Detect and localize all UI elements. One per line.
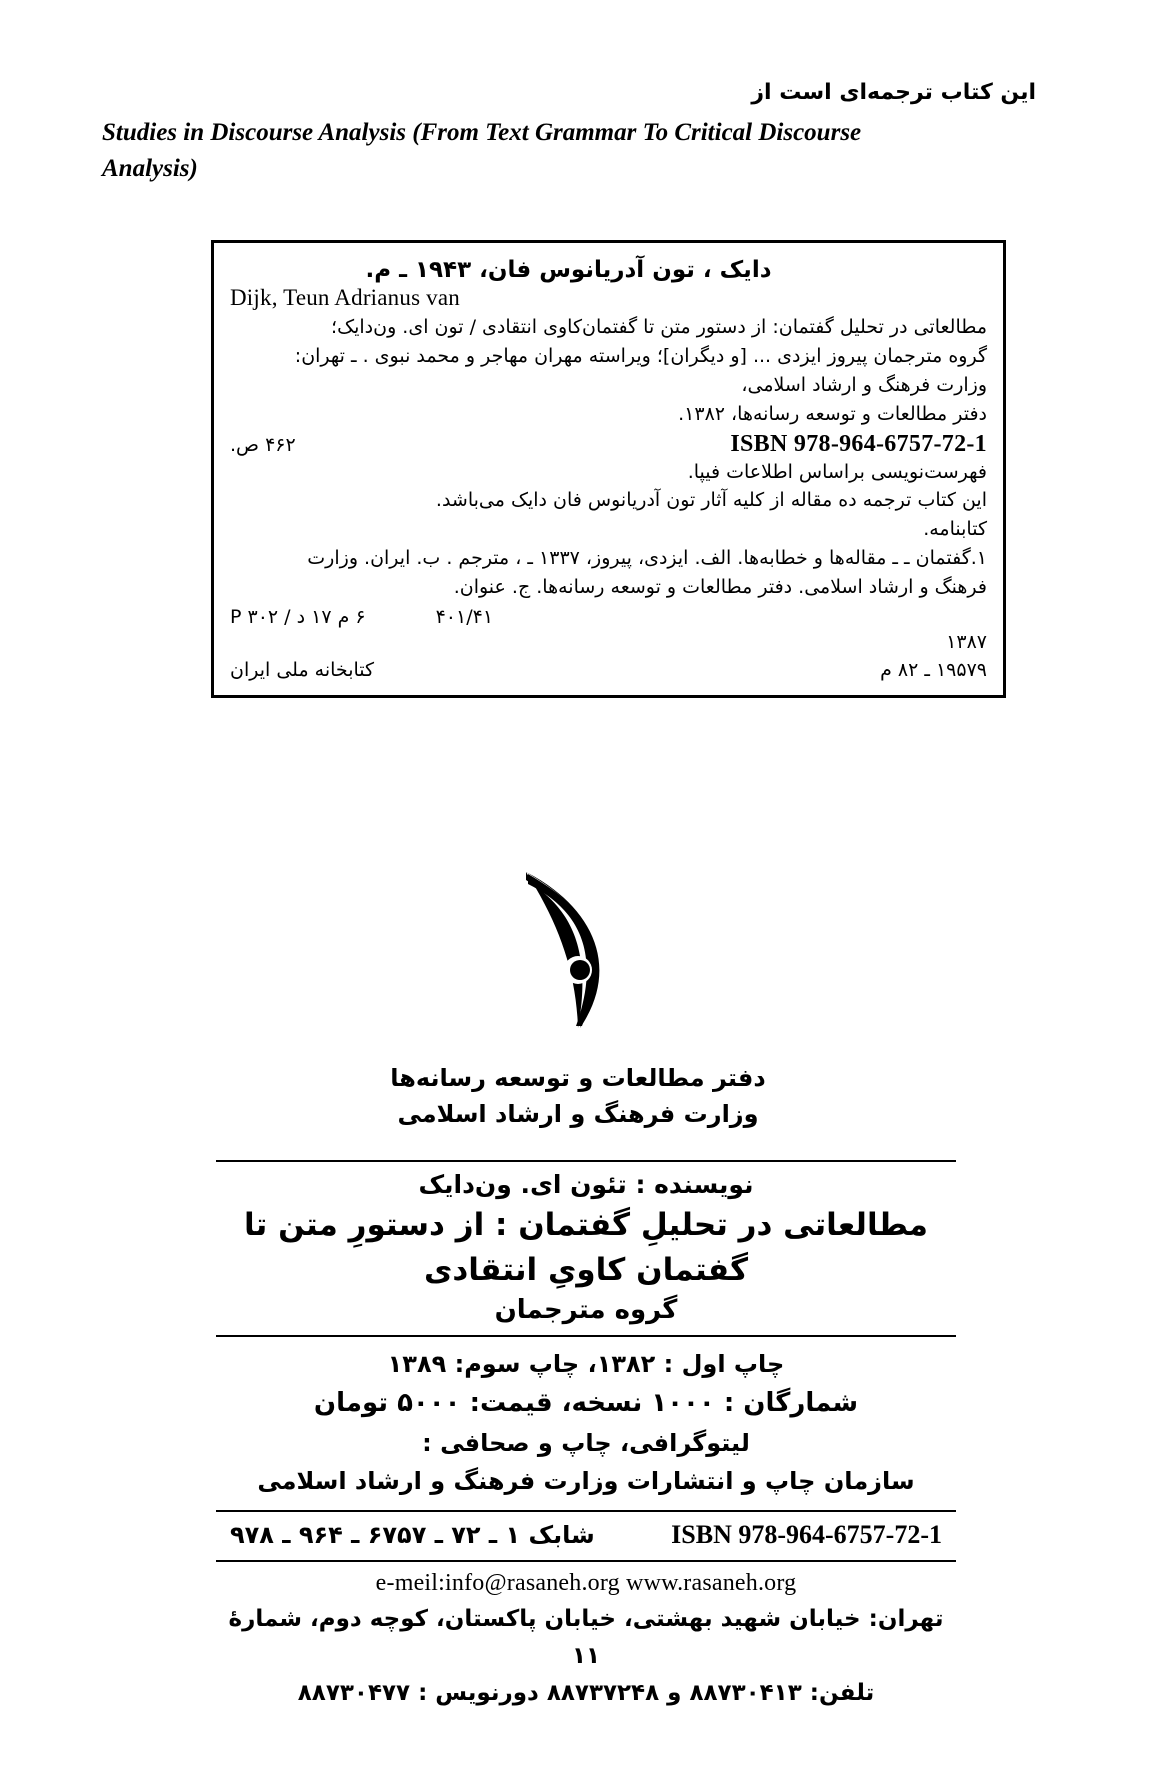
divider-1 — [216, 1160, 956, 1162]
colophon-block — [216, 1150, 956, 1712]
publisher-logo-wrap — [0, 870, 1156, 1030]
cip-record-number: ۱۹۵۷۹ ـ ۸۲ م — [880, 658, 987, 681]
cip-year: ۱۳۸۷ — [946, 630, 987, 653]
cip-line-1: مطالعاتی در تحلیل گفتمان: از دستور متن تا گفتمان‌کاوی انتقادی / تون ای. ون‌دایک؛ — [331, 316, 987, 338]
cip-isbn: ISBN 978-964-6757-72-1 — [730, 430, 987, 457]
cip-line-6: این کتاب ترجمه ده مقاله از کلیه آثار تون آدریانوس فان دایک می‌باشد. — [435, 489, 987, 512]
cip-line-3: وزارت فرهنگ و ارشاد اسلامی، — [741, 373, 987, 396]
colophon-isbn-row — [216, 1520, 956, 1550]
colophon-author: نویسنده : تئون ای. ون‌دایک — [418, 1170, 754, 1199]
cip-line-7: کتابنامه. — [923, 518, 987, 541]
rasaneh-logo-icon — [518, 870, 638, 1030]
cip-dewey-number: ۴۰۱/۴۱ — [435, 605, 494, 628]
colophon-phone: تلفن: ۸۸۷۳۰۴۱۳ و ۸۸۷۳۷۲۴۸ دورنویس : ۸۸۷۳۰۴۷۷ — [297, 1679, 875, 1706]
cip-latin-name: Dijk, Teun Adrianus van — [230, 285, 460, 310]
colophon-print-info: چاپ اول : ۱۳۸۲، چاپ سوم: ۱۳۸۹ — [387, 1349, 785, 1378]
publisher-block — [0, 1060, 1156, 1132]
colophon-email-website[interactable]: e-meil:info@rasaneh.org www.rasaneh.org — [375, 1570, 797, 1597]
divider-2 — [216, 1335, 956, 1337]
original-title — [100, 115, 1036, 188]
divider-3 — [216, 1510, 956, 1512]
cip-library-name: کتابخانه ملی ایران — [230, 658, 375, 681]
colophon-isbn-latin: ISBN 978-964-6757-72-1 — [671, 1520, 942, 1550]
cip-line-8: ۱.گفتمان ـ ـ مقاله‌ها و خطابه‌ها. الف. ایزدی، پیروز، ۱۳۳۷ ـ ، مترجم . ب. ایران. وزارت — [307, 547, 987, 570]
cip-line-2: گروه مترجمان پیروز ایزدی ... [و دیگران]؛ ویراسته مهران مهاجر و محمد نبوی . ـ تهران: — [294, 344, 987, 367]
cip-classification-row — [230, 606, 987, 628]
cip-line-9: فرهنگ و ارشاد اسلامی. دفتر مطالعات و توسعه رسانه‌ها. ج. عنوان. — [453, 576, 987, 598]
divider-4 — [216, 1560, 956, 1562]
colophon-copies-price: شمارگان : ۱۰۰۰ نسخه، قیمت: ۵۰۰۰ تومان — [313, 1388, 859, 1419]
colophon-address: تهران: خیابان شهید بهشتی، خیابان پاکستان، کوچه دوم، شمارهٔ ۱۱ — [228, 1606, 944, 1670]
cip-line-4: دفتر مطالعات و توسعه رسانه‌ها، ۱۳۸۲. — [678, 402, 987, 425]
colophon-isbn-fa: شابک ۱ ـ ۷۲ ـ ۶۷۵۷ ـ ۹۶۴ ـ ۹۷۸ — [230, 1521, 595, 1550]
colophon-printer: سازمان چاپ و انتشارات وزارت فرهنگ و ارشاد اسلامی — [257, 1466, 915, 1495]
translation-note — [100, 78, 1036, 187]
cip-pages: ۴۶۲ ص. — [230, 433, 296, 456]
colophon-translators: گروه مترجمان — [494, 1294, 678, 1325]
publisher-office: دفتر مطالعات و توسعه رسانه‌ها — [390, 1064, 766, 1092]
original-title-line-2: Analysis) — [102, 155, 198, 183]
cip-isbn-row — [230, 431, 987, 458]
cip-box — [211, 240, 1006, 698]
colophon-litho-label: لیتوگرافی، چاپ و صحافی : — [422, 1428, 750, 1457]
cip-call-number: ۶ م ۱۷ د / P ۳۰۲ — [230, 605, 366, 628]
publisher-ministry: وزارت فرهنگ و ارشاد اسلامی — [397, 1100, 759, 1128]
colophon-title: مطالعاتی در تحلیلِ گفتمان : از دستورِ متن تا گفتمان کاویِ انتقادی — [244, 1207, 928, 1288]
original-title-line-1: Studies in Discourse Analysis (From Text Grammar To Critical Discourse — [102, 118, 862, 146]
cip-line-5: فهرست‌نویسی براساس اطلاعات فیپا. — [687, 460, 987, 483]
translation-note-fa: این کتاب ترجمه‌ای است از — [751, 80, 1036, 105]
colophon-contact — [216, 1570, 956, 1711]
cip-library-row — [230, 659, 987, 681]
cip-heading: دایک ، تون آدریانوس فان، ۱۹۴۳ ـ م. — [365, 257, 772, 283]
